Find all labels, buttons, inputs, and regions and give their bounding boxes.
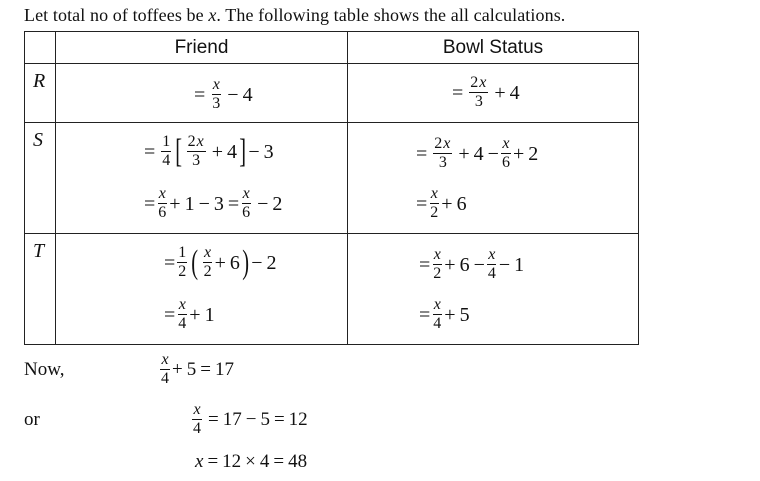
table-row [25,64,639,123]
calculation-table [24,31,639,345]
friend-cell-t [56,234,348,345]
friend-r-eq: = $\frac{x}{3}$ − 4 [194,76,253,112]
row-label-t: T [25,234,56,345]
table-header-row [25,32,639,64]
now-label: Now, [24,359,65,380]
bowl-t-eq-1: = $\frac{x}{2}$ + 6 − $\frac{x}{4}$ − 1 [419,246,525,282]
bowl-s-eq-1: = $\frac{2x}{3}$ + 4 − $\frac{x}{6}$ + 2 [416,135,539,171]
friend-s-eq-1: = $\frac{1}{4}$ [ $\frac{2x}{3}$ + 4 ] − 3 [144,132,274,170]
bowl-s-eq-2: = $\frac{x}{2}$ + 6 [416,185,467,221]
header-friend: Friend [56,32,348,64]
now-equation: $\frac{x}{4}$ + 5 = 17 [161,351,234,387]
friend-cell-r [56,64,348,123]
bowl-r-eq: = $\frac{2x}{3}$ + 4 [452,74,520,110]
or-label: or [24,409,40,430]
friend-cell-s [56,123,348,234]
intro-text-after: . The following table shows the all calculations. [216,5,566,25]
intro-variable: x [208,5,217,25]
bowl-cell-s [348,123,639,234]
header-bowl-status: Bowl Status [348,32,639,64]
row-label-s: S [25,123,56,234]
table-row [25,123,639,234]
or-equation: $\frac{x}{4}$ = 17 − 5 = 12 [193,401,308,437]
bowl-t-eq-2: = $\frac{x}{4}$ + 5 [419,296,470,332]
friend-t-eq-1: = $\frac{1}{2}$ ( $\frac{x}{2}$ + 6 ) − 2 [164,243,277,281]
friend-s-eq-2: = $\frac{x}{6}$ + 1 − 3 = $\frac{x}{6}$ − 2 [144,185,283,221]
header-blank [25,32,56,64]
intro-text-before: Let total no of toffees be [24,5,209,25]
friend-t-eq-2: = $\frac{x}{4}$ + 1 [164,296,215,332]
bowl-cell-r [348,64,639,123]
table-row [25,234,639,345]
intro-text [24,5,565,26]
final-equation: x = 12 × 4 = 48 [195,451,308,472]
row-label-r: R [25,64,56,123]
bowl-cell-t [348,234,639,345]
